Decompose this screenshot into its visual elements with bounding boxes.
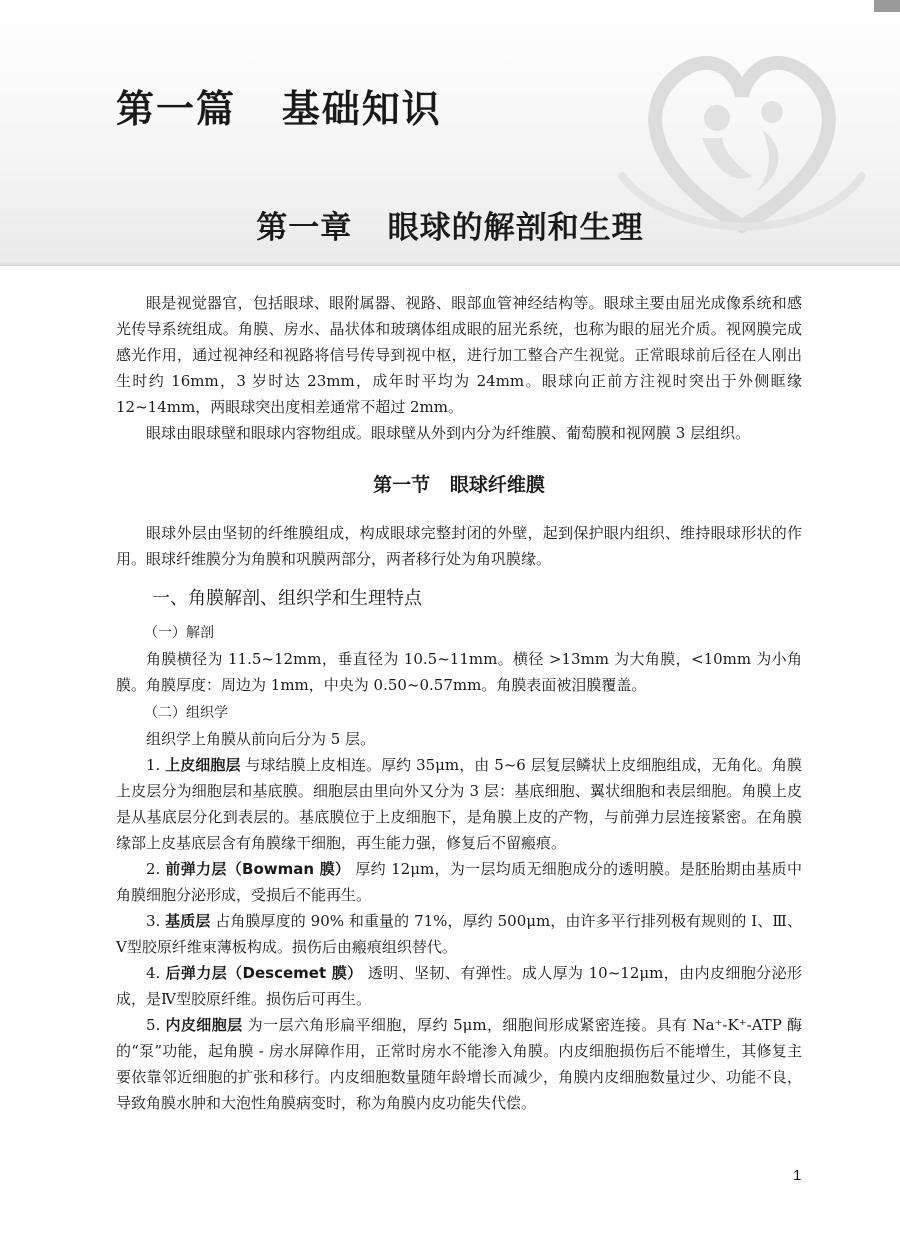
- part-title: 第一篇 基础知识: [116, 86, 442, 131]
- layer-item: [116, 908, 802, 960]
- page-body: [116, 290, 802, 1116]
- layer-item: [116, 1012, 802, 1116]
- header-band: [0, 0, 900, 266]
- layer-number: 2.: [146, 860, 166, 878]
- layer-item: [116, 856, 802, 908]
- layer-name: 上皮细胞层: [165, 756, 241, 774]
- layer-number: 1.: [146, 756, 166, 774]
- corner-mark: [874, 0, 900, 12]
- page-number: 1: [793, 1167, 802, 1184]
- histology-heading: （二）组织学: [144, 705, 228, 721]
- intro-paragraph-2: 眼球由眼球壁和眼球内容物组成。眼球壁从外到内分为纤维膜、葡萄膜和视网膜 3 层组织。: [146, 424, 751, 442]
- section-paragraph: 眼球外层由坚韧的纤维膜组成，构成眼球完整封闭的外壁，起到保护眼内组织、维持眼球形状的作用。眼球纤维膜分为角膜和巩膜两部分，两者移行处为角巩膜缘。: [116, 524, 802, 568]
- chapter-title: 第一章 眼球的解剖和生理: [256, 210, 644, 246]
- layer-number: 4.: [146, 964, 166, 982]
- section-title: 第一节 眼球纤维膜: [373, 474, 545, 496]
- subsection-heading: 一、角膜解剖、组织学和生理特点: [152, 588, 422, 609]
- layer-name: 内皮细胞层: [165, 1016, 243, 1034]
- layer-text: 厚约 12μm，为一层均质无细胞成分的透明膜。是胚胎期由基质中角膜细胞分泌形成，受损后不能再生。: [116, 860, 802, 904]
- layer-text: 为一层六角形扁平细胞，厚约 5μm，细胞间形成紧密连接。具有 Na⁺-K⁺-ATP 酶的“泵”功能，起角膜 - 房水屏障作用，正常时房水不能渗入角膜。内皮细胞损伤后不能增生，其修复主要依靠邻近细胞的扩张和移行。内皮细胞数量随年龄增长而减少，角膜内皮细胞数量过少、功能不良，导致角膜水肿和大泡性角膜病变时，称为角膜内皮功能失代偿。: [116, 1016, 802, 1112]
- layer-item: [116, 752, 802, 856]
- layer-name: 后弹力层（Descemet 膜）: [165, 964, 363, 982]
- layer-text: 透明、坚韧、有弹性。成人厚为 10~12μm，由内皮细胞分泌形成，是Ⅳ型胶原纤维。损伤后可再生。: [116, 964, 802, 1008]
- layer-name: 前弹力层（Bowman 膜）: [165, 860, 351, 878]
- layer-number: 3.: [146, 912, 166, 930]
- intro-paragraph-1: 眼是视觉器官，包括眼球、眼附属器、视路、眼部血管神经结构等。眼球主要由屈光成像系统和感光传导系统组成。角膜、房水、晶状体和玻璃体组成眼的屈光系统，也称为眼的屈光介质。视网膜完成感光作用，通过视神经和视路将信号传导到视中枢，进行加工整合产生视觉。正常眼球前后径在人刚出生时约 16mm，3 岁时达 23mm，成年时平均为 24mm。眼球向正前方注视时突出于外侧眶缘 12~14mm，两眼球突出度相差通常不超过 2mm。: [116, 294, 802, 416]
- layer-text: 占角膜厚度的 90% 和重量的 71%，厚约 500μm，由许多平行排列极有规则的 Ⅰ、Ⅲ、Ⅴ型胶原纤维束薄板构成。损伤后由瘢痕组织替代。: [116, 912, 802, 956]
- layer-number: 5.: [146, 1016, 166, 1034]
- layer-item: [116, 960, 802, 1012]
- layer-name: 基质层: [165, 912, 211, 930]
- anatomy-paragraph: 角膜横径为 11.5~12mm，垂直径为 10.5~11mm。横径 >13mm 为大角膜，<10mm 为小角膜。角膜厚度：周边为 1mm，中央为 0.50~0.57mm。角膜表面被泪膜覆盖。: [116, 650, 802, 694]
- layer-text: 与球结膜上皮相连。厚约 35μm，由 5~6 层复层鳞状上皮细胞组成，无角化。角膜上皮层分为细胞层和基底膜。细胞层由里向外又分为 3 层：基底细胞、翼状细胞和表层细胞。角膜上皮是从基底层分化到表层的。基底膜位于上皮细胞下，是角膜上皮的产物，与前弹力层连接紧密。在角膜缘部上皮基底层含有角膜缘干细胞，再生能力强，修复后不留瘢痕。: [116, 756, 802, 852]
- anatomy-heading: （一）解剖: [144, 625, 214, 641]
- histology-intro: 组织学上角膜从前向后分为 5 层。: [146, 730, 376, 748]
